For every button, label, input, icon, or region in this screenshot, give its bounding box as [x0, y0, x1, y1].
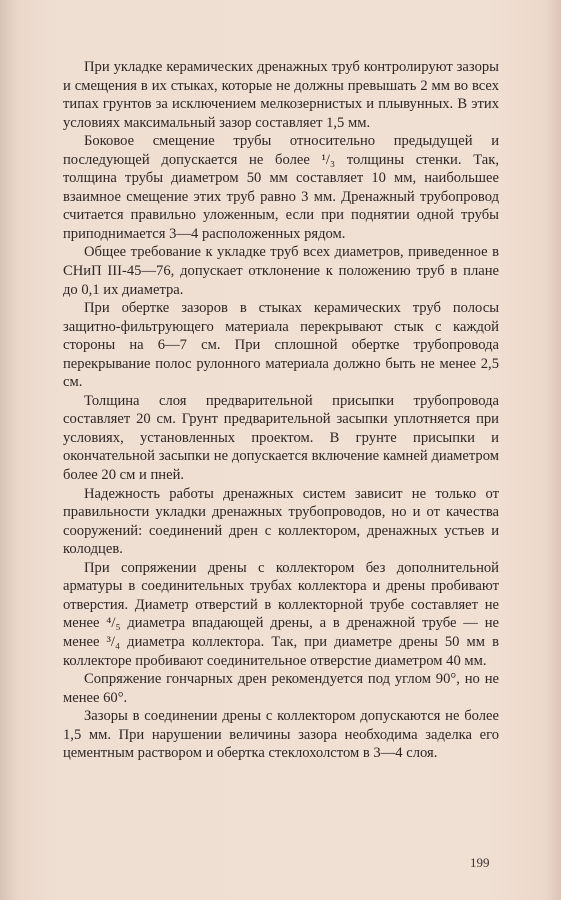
- body-text: [63, 58, 499, 763]
- paragraph: При обертке зазоров в стыках керамических труб полосы защитно-фильтрующего материала перекрывают стык с каждой стороны на 6—7 см. При сплошной обертке трубопровода перекрывание полос рулонного материала должно быть не менее 2,5 см.: [63, 300, 499, 391]
- page-number: 199: [470, 855, 490, 870]
- paragraph: Толщина слоя предварительной присыпки трубопровода составляет 20 см. Грунт предварительной засыпки уплотняется при условиях, установленных проектом. В грунте присыпки и окончательной засыпки не допускается включение камней диаметром более 20 см и пней.: [63, 392, 499, 484]
- paragraph: Общее требование к укладке труб всех диаметров, приведенное в СНиП III-45—76, допускает отклонение к положению труб в плане до 0,1 их диаметра.: [63, 244, 499, 298]
- paragraph: Сопряжение гончарных дрен рекомендуется под углом 90°, но не менее 60°.: [63, 671, 499, 706]
- paragraph: При сопряжении дрены с коллектором без дополнительной арматуры в соединительных трубах коллектора и дрены пробивают отверстия. Диаметр отверстий в коллекторной трубе составляет не менее ⁴/₅ диаметра впадающей дрены, а в дренажной трубе — не менее ³/₄ диаметра коллектора. Так, при диаметре дрены 50 мм в коллекторе пробивают соединительное отверстие диаметром 40 мм.: [63, 559, 499, 669]
- paragraph: Надежность работы дренажных систем зависит не только от правильности укладки дренажных трубопроводов, но и от качества сооружений: соединений дрен с коллектором, дренажных устьев и колодцев.: [63, 485, 499, 558]
- paragraph: Зазоры в соединении дрены с коллектором допускаются не более 1,5 мм. При нарушении величины зазора необходима заделка его цементным раствором и обертка стеклохолстом в 3—4 слоя.: [63, 708, 499, 762]
- paragraph: При укладке керамических дренажных труб контролируют зазоры и смещения в их стыках, которые не должны превышать 2 мм во всех типах грунтов за исключением мелкозернистых и плывунных. В этих условиях максимальный зазор составляет 1,5 мм.: [63, 59, 499, 131]
- paragraph: Боковое смещение трубы относительно предыдущей и последующей допускается не более ¹/₃ толщины стенки. Так, толщина трубы диаметром 50 мм составляет 10 мм, наибольшее взаимное смещение этих труб равно 3 мм. Дренажный трубопровод считается правильно уложенным, если при поднятии одной трубы приподнимается 3—4 расположенных рядом.: [63, 133, 499, 242]
